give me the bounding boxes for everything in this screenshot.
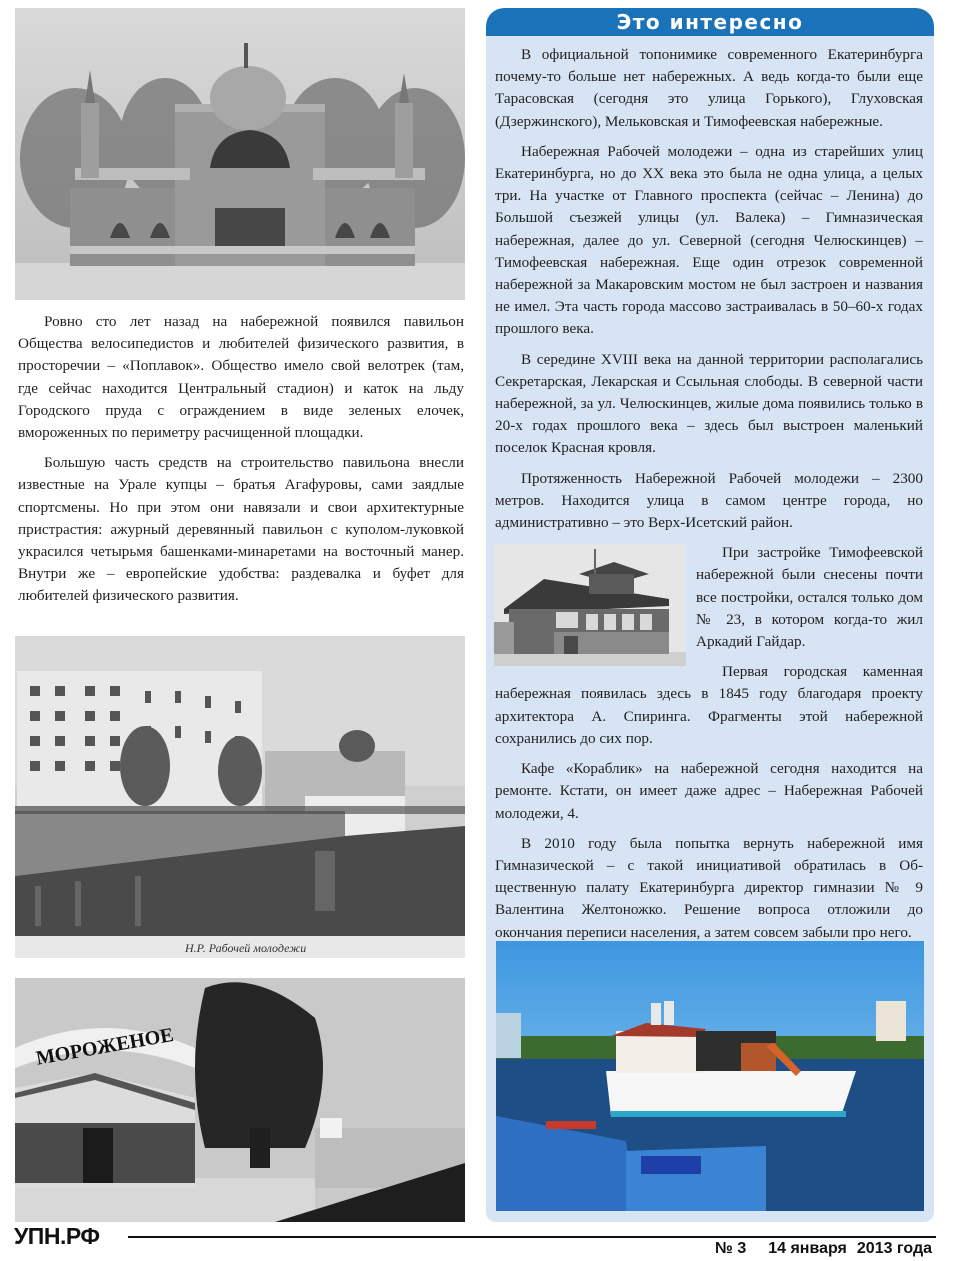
sidebar-paragraph: Кафе «Кораблик» на набережной сегодня находится на ремонте. Кстати, он имеет даже адрес – Набережная Рабочей молодежи, 4.: [495, 760, 923, 822]
sidebar-paragraph: В середине XVIII века на данной территории располагались Секретарская, Лекарская и Ссыльная слободы. В северной части набережной, за ул. Челюскинцев, жилые дома появились только в 20-х годах прошлого века – здесь был выстроен маленький поселок Красная кровля.: [495, 350, 923, 457]
issue-number: № 3: [715, 1240, 747, 1257]
ice-cream-pavilion-photo: [15, 978, 465, 1222]
sidebar-paragraph: Протяженность Набережной Рабочей молодежи – 2300 метров. Находится улица в самом центре города, но административно – это Верх-Исетский район.: [495, 469, 923, 532]
embankment-photo: [15, 636, 465, 958]
kiosk-sign-text: МОРОЖЕНОЕ: [34, 1023, 176, 1070]
photo-handwriting: Н.Р. Рабочей молодежи: [185, 941, 307, 955]
footer-divider: [128, 1236, 936, 1238]
article-body: [18, 311, 464, 616]
sidebar-paragraph: Первая городская каменная набережная появилась здесь в 1845 году благодаря проекту архитектора А. Спиринга. Фрагменты этой набережной сохранились до сих пор.: [495, 663, 923, 747]
sidebar-title: Это интересно: [486, 8, 934, 36]
article-paragraph: Большую часть средств на строительство павильона внесли известные на Урале купцы – братья Агафуровы, сами заядлые спортсмены. Но при этом они навязали и свои архитектурные пристрастия: ажурный деревянный павильон с куполом-луковкой украсился четырьмя башенками-минаретами на восточный манер. Внутри же – европейские удобства: раздевалка и буфет для любителей физического развития.: [18, 454, 464, 605]
issue-date: 14 января: [768, 1240, 847, 1257]
publication-brand: УПН.РФ: [14, 1223, 100, 1249]
article-paragraph: Ровно сто лет назад на набережной появился павильон Общества велосипедистов и любителей физического развития, в просторечии – «Поплавок». Общество имело свой велотрек (там, где сейчас находится Центральный стадион) и каток на льду Городского пруда с ограждением в виде зеленых елочек, вмороженных по периметру расчищенной площадки.: [18, 313, 464, 442]
pavilion-photo: [15, 8, 465, 300]
sidebar-paragraph: В официальной топонимике современного Екатеринбурга почему-то больше нет набережных. А ведь когда-то были еще Тарасовская (сегодня это улица Горького), Глуховская (Дзержинского), Мельковская и Тимофеевская набережные.: [495, 46, 923, 130]
korablik-boat-photo: [496, 941, 924, 1211]
sidebar-box: [486, 8, 934, 1222]
sidebar-paragraph: Набережная Рабочей молодежи – одна из старейших улиц Екатеринбурга, но до XX века это была не одна улица, а целых три. На участке от Главного проспекта (сейчас – Ленина) до Большой съезжей улицы (ул. Валека) – Гимназическая набережная, далее до ул. Северной (сегодня Челюскинцев) – Тимофеевская набережная. Еще один отрезок современной набережной за Макаровским мостом не был застроен и названия не имел. Эта часть города массово застраивалась в 50–60-х годах прошлого века.: [495, 142, 923, 338]
issue-year: 2013 года: [856, 1240, 932, 1257]
sidebar-body: [495, 44, 923, 952]
issue-info: [715, 1240, 932, 1258]
sidebar-paragraph: При застройке Тимофеевской набережной были снесены почти все постройки, остался только дом № 23, в котором когда-то жил Аркадий Гайдар.: [696, 544, 923, 651]
sidebar-paragraph: В 2010 году была попытка вернуть набережной имя Гимназической – с такой инициативой обратилась в Общественную палату Екатеринбурга директор гимназии № 9 Валентина Желтоножко. Решение вопроса отложили до окончания переписи населения, а затем совсем забыли про него.: [495, 834, 923, 941]
gaidar-house-photo: [494, 544, 686, 666]
